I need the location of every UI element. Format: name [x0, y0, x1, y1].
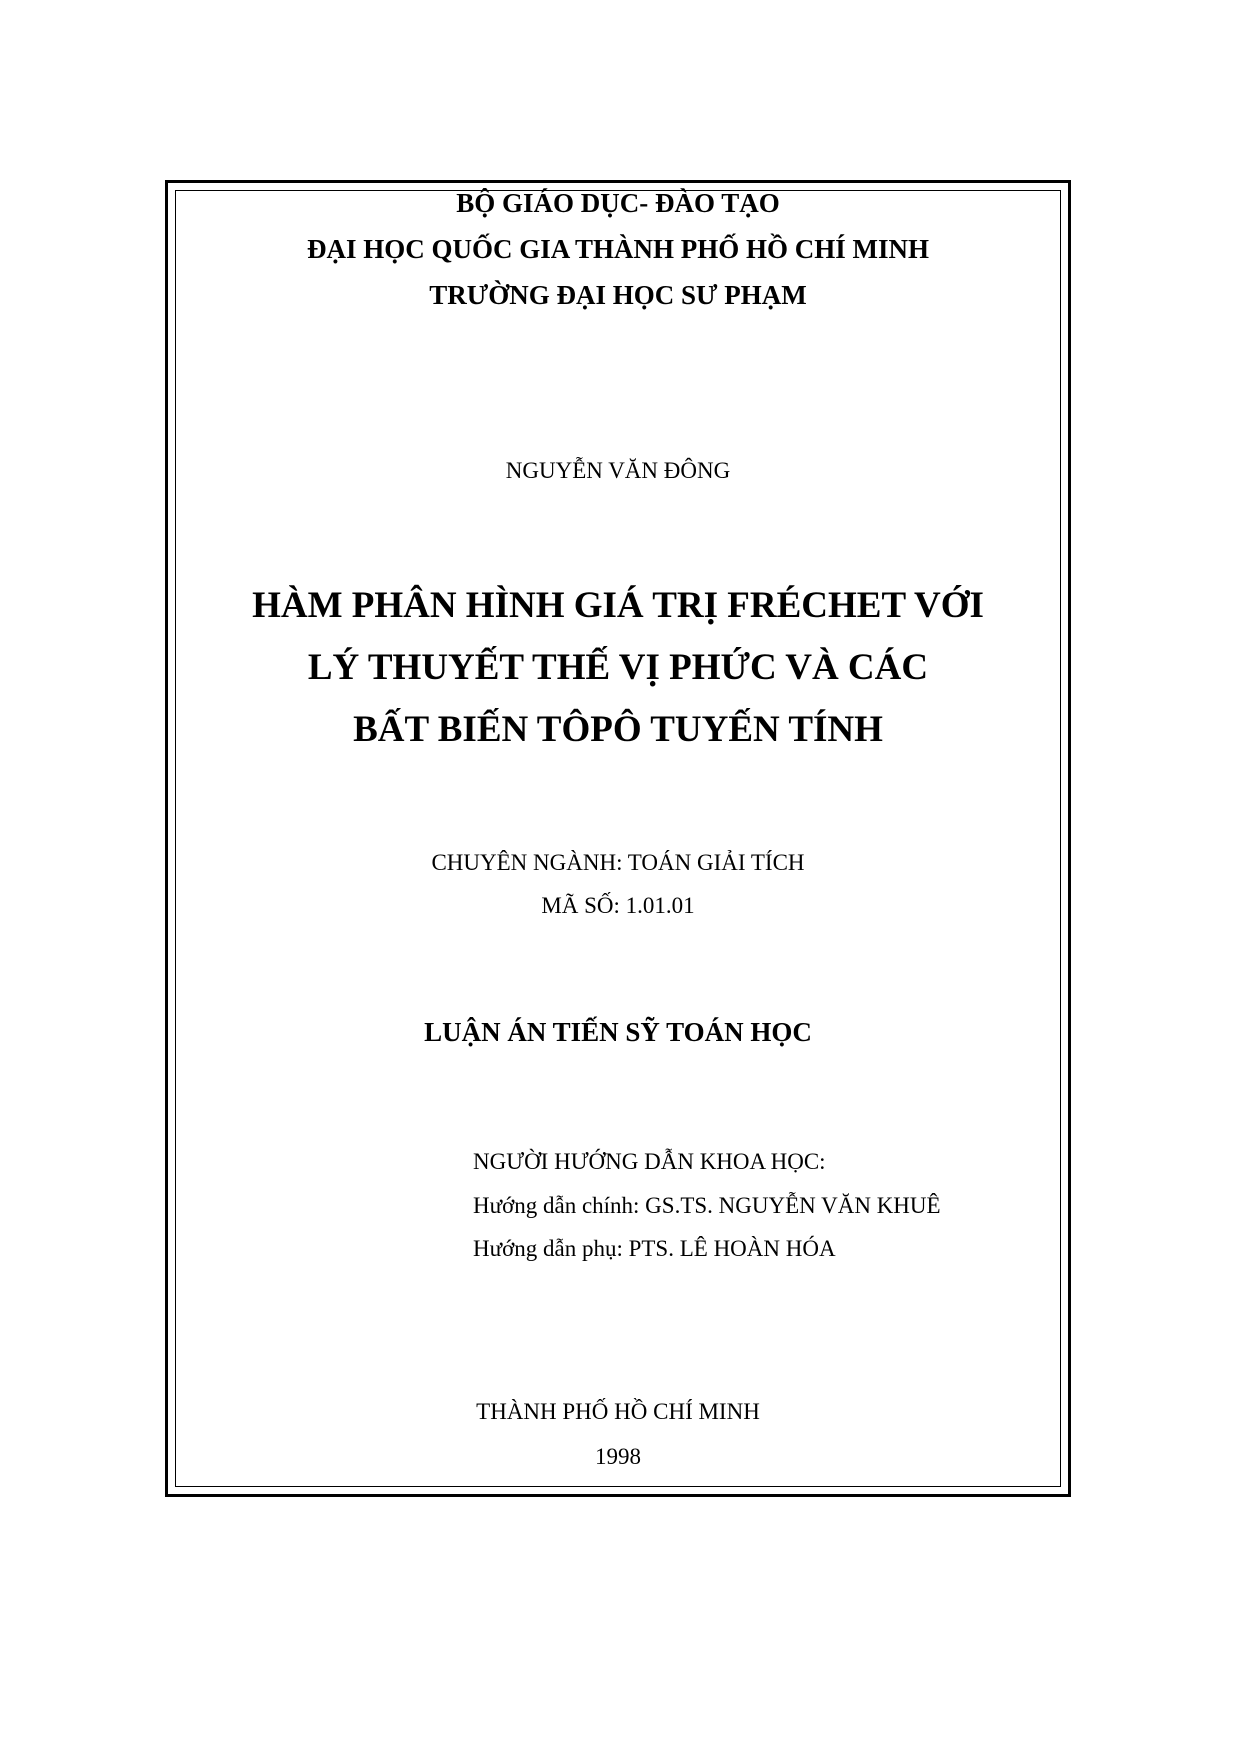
school-name: TRƯỜNG ĐẠI HỌC SƯ PHẠM — [429, 280, 807, 310]
thesis-type: LUẬN ÁN TIẾN SỸ TOÁN HỌC — [424, 1017, 812, 1047]
thesis-title-line-1: HÀM PHÂN HÌNH GIÁ TRỊ FRÉCHET VỚI — [252, 585, 984, 626]
author-name: NGUYỄN VĂN ĐÔNG — [505, 458, 731, 483]
footer-year: 1998 — [595, 1444, 641, 1469]
university-name: ĐẠI HỌC QUỐC GIA THÀNH PHỐ HỒ CHÍ MINH — [306, 234, 930, 264]
page-border-inner — [175, 190, 1061, 1487]
thesis-title-line-3: BẤT BIẾN TÔPÔ TUYẾN TÍNH — [353, 709, 883, 750]
footer-city: THÀNH PHỐ HỒ CHÍ MINH — [476, 1399, 760, 1424]
thesis-title-line-2: LÝ THUYẾT THẾ VỊ PHỨC VÀ CÁC — [307, 647, 929, 688]
page-border — [165, 180, 1071, 1497]
specialty-code: MÃ SỐ: 1.01.01 — [541, 893, 695, 918]
advisor-secondary: Hướng dẫn phụ: PTS. LÊ HOÀN HÓA — [473, 1236, 836, 1261]
advisors-heading: NGƯỜI HƯỚNG DẪN KHOA HỌC: — [473, 1149, 826, 1174]
specialty-field: CHUYÊN NGÀNH: TOÁN GIẢI TÍCH — [431, 850, 805, 875]
advisor-main: Hướng dẫn chính: GS.TS. NGUYỄN VĂN KHUÊ — [473, 1193, 941, 1218]
ministry-name: BỘ GIÁO DỤC- ĐÀO TẠO — [456, 188, 780, 218]
